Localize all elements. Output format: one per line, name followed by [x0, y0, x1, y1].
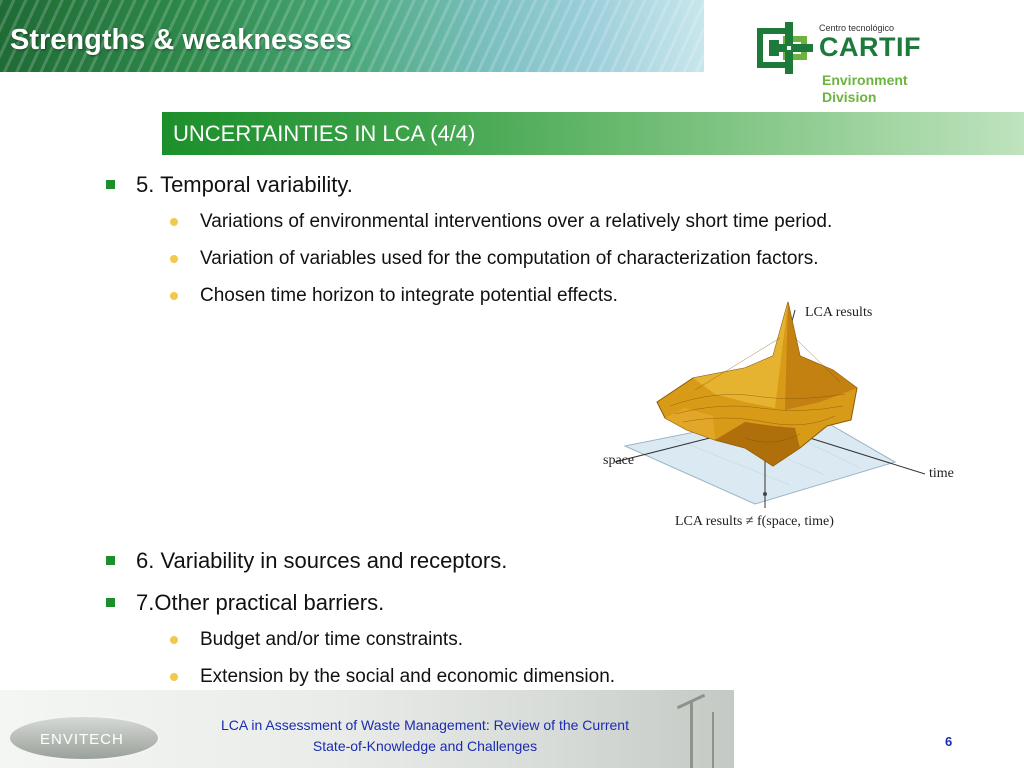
- bullet-text: 5. Temporal variability.: [136, 172, 353, 197]
- page-number: 6: [945, 734, 953, 749]
- wind-turbine-icon: [712, 712, 714, 768]
- figure-axis-time: time: [929, 466, 954, 481]
- logo-tagline: Centro tecnológico: [819, 23, 895, 33]
- bullet-text: 6. Variability in sources and receptors.: [136, 548, 508, 573]
- bullet-text: 7.Other practical barriers.: [136, 590, 385, 615]
- envitech-logo-text: ENVITECH: [40, 731, 124, 748]
- footer-title-line1: LCA in Assessment of Waste Management: Review of the Current: [220, 717, 629, 733]
- square-bullet-icon: [106, 556, 115, 565]
- page-title: Strengths & weaknesses: [10, 24, 352, 56]
- round-bullet-icon: [170, 673, 178, 681]
- section-header: [162, 112, 1024, 155]
- sub-bullet-text: Variation of variables used for the computation of characterization factors.: [200, 248, 819, 269]
- square-bullet-icon: [106, 180, 115, 189]
- header-banner: [0, 0, 704, 72]
- sub-bullet-text: Chosen time horizon to integrate potential effects.: [200, 285, 618, 306]
- figure-label-lca-results: LCA results: [805, 305, 873, 320]
- figure-caption: LCA results ≠ f(space, time): [675, 514, 834, 529]
- round-bullet-icon: [170, 218, 178, 226]
- sub-bullet-text: Extension by the social and economic dimension.: [200, 666, 616, 687]
- logo-division-line2: Division: [822, 89, 877, 105]
- figure-axis-space: space: [603, 453, 635, 468]
- round-bullet-icon: [170, 636, 178, 644]
- sub-bullet-text: Variations of environmental interventions over a relatively short time period.: [200, 211, 833, 232]
- logo-division: [822, 72, 908, 106]
- cartif-logo: [755, 20, 955, 108]
- lca-surface-figure: [595, 298, 970, 534]
- footer-title-line2: State-of-Knowledge and Challenges: [312, 738, 538, 754]
- logo-name: CARTIF: [819, 32, 921, 62]
- round-bullet-icon: [170, 292, 178, 300]
- cartif-logo-mark: [755, 22, 815, 74]
- wind-turbine-icon: [690, 700, 693, 768]
- section-title: UNCERTAINTIES IN LCA (4/4): [173, 121, 476, 146]
- lca-surface-illustration: [595, 298, 970, 534]
- square-bullet-icon: [106, 598, 115, 607]
- round-bullet-icon: [170, 255, 178, 263]
- sub-bullet-text: Budget and/or time constraints.: [200, 629, 463, 650]
- logo-division-line1: Environment: [822, 72, 908, 88]
